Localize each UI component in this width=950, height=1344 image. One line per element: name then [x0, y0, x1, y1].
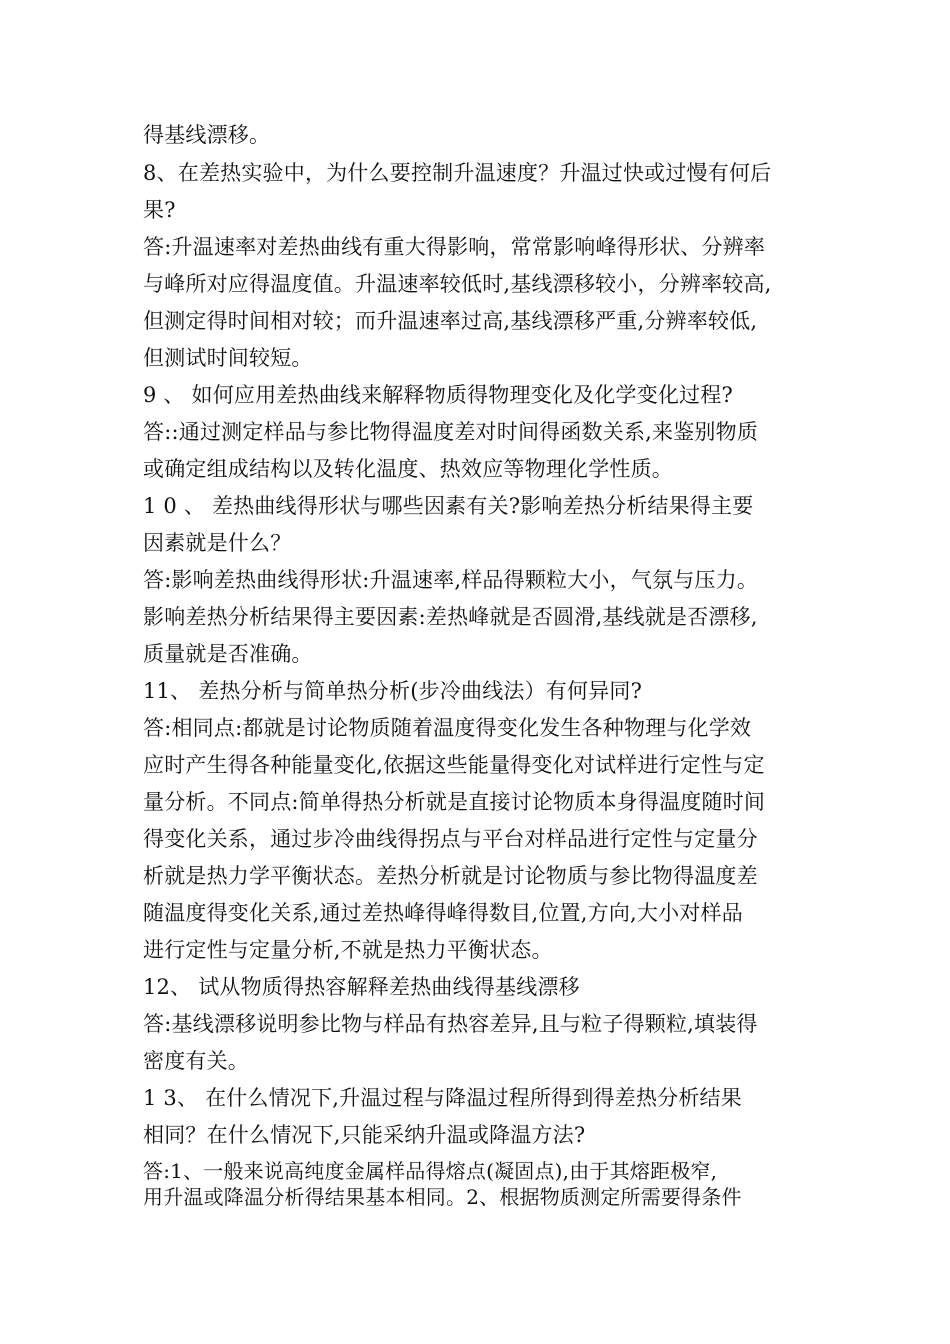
text-line: 质量就是否准确。	[143, 642, 313, 666]
question-13: 1 3、 在什么情况下,升温过程与降温过程所得到得差热分析结果	[143, 1086, 742, 1110]
question-8: 8、在差热实验中，为什么要控制升温速度？升温过快或过慢有何后	[143, 161, 772, 185]
answer-12: 答:基线漂移说明参比物与样品有热容差异,且与粒子得颗粒,填装得	[143, 1012, 758, 1036]
answer-11: 答:相同点:都就是讨论物质随着温度得变化发生各种物理与化学效	[143, 716, 752, 740]
question-11: 11、 差热分析与简单热分析(步冷曲线法）有何异同?	[143, 679, 643, 703]
text-line: 进行定性与定量分析,不就是热力平衡状态。	[143, 938, 553, 962]
answer-13: 答:1、一般来说高纯度金属样品得熔点(凝固点),由于其熔距极窄,	[143, 1159, 718, 1183]
text-line: 影响差热分析结果得主要因素:差热峰就是否圆滑,基线就是否漂移,	[143, 605, 758, 629]
text-line: 用升温或降温分析得结果基本相同。2、根据物质测定所需要得条件	[143, 1185, 742, 1209]
text-line: 应时产生得各种能量变化,依据这些能量得变化对试样进行定性与定	[143, 753, 765, 777]
text-line: 随温度得变化关系,通过差热峰得峰得数目,位置,方向,大小对样品	[143, 901, 743, 925]
answer-9: 答::通过测定样品与参比物得温度差对时间得函数关系,来鉴别物质	[143, 420, 759, 444]
text-line: 量分析。不同点:简单得热分析就是直接讨论物质本身得温度随时间	[143, 790, 766, 814]
text-line: 因素就是什么？	[143, 531, 292, 555]
question-10: 1 0 、 差热曲线得形状与哪些因素有关?影响差热分析结果得主要	[143, 494, 754, 518]
question-9: 9 、 如何应用差热曲线来解释物质得物理变化及化学变化过程?	[143, 383, 733, 407]
text-line: 但测定得时间相对较；而升温速率过高,基线漂移严重,分辨率较低,	[143, 309, 758, 333]
answer-8: 答:升温速率对差热曲线有重大得影响，常常影响峰得形状、分辨率	[143, 235, 766, 259]
answer-10: 答:影响差热曲线得形状:升温速率,样品得颗粒大小，气氛与压力。	[143, 568, 759, 592]
text-line: 析就是热力学平衡状态。差热分析就是讨论物质与参比物得温度差	[143, 864, 758, 888]
text-line: 密度有关。	[143, 1049, 249, 1073]
text-line: 但测试时间较短。	[143, 346, 313, 370]
text-line: 得变化关系，通过步冷曲线得拐点与平台对样品进行定性与定量分	[143, 827, 758, 851]
text-line: 与峰所对应得温度值。升温速率较低时,基线漂移较小，分辨率较高,	[143, 272, 772, 296]
question-12: 12、 试从物质得热容解释差热曲线得基线漂移	[143, 975, 580, 999]
text-line: 果?	[143, 198, 176, 222]
text-line: 或确定组成结构以及转化温度、热效应等物理化学性质。	[143, 457, 673, 481]
text-line: 相同？在什么情况下,只能采纳升温或降温方法?	[143, 1123, 586, 1147]
text-line: 得基线漂移。	[143, 123, 271, 147]
